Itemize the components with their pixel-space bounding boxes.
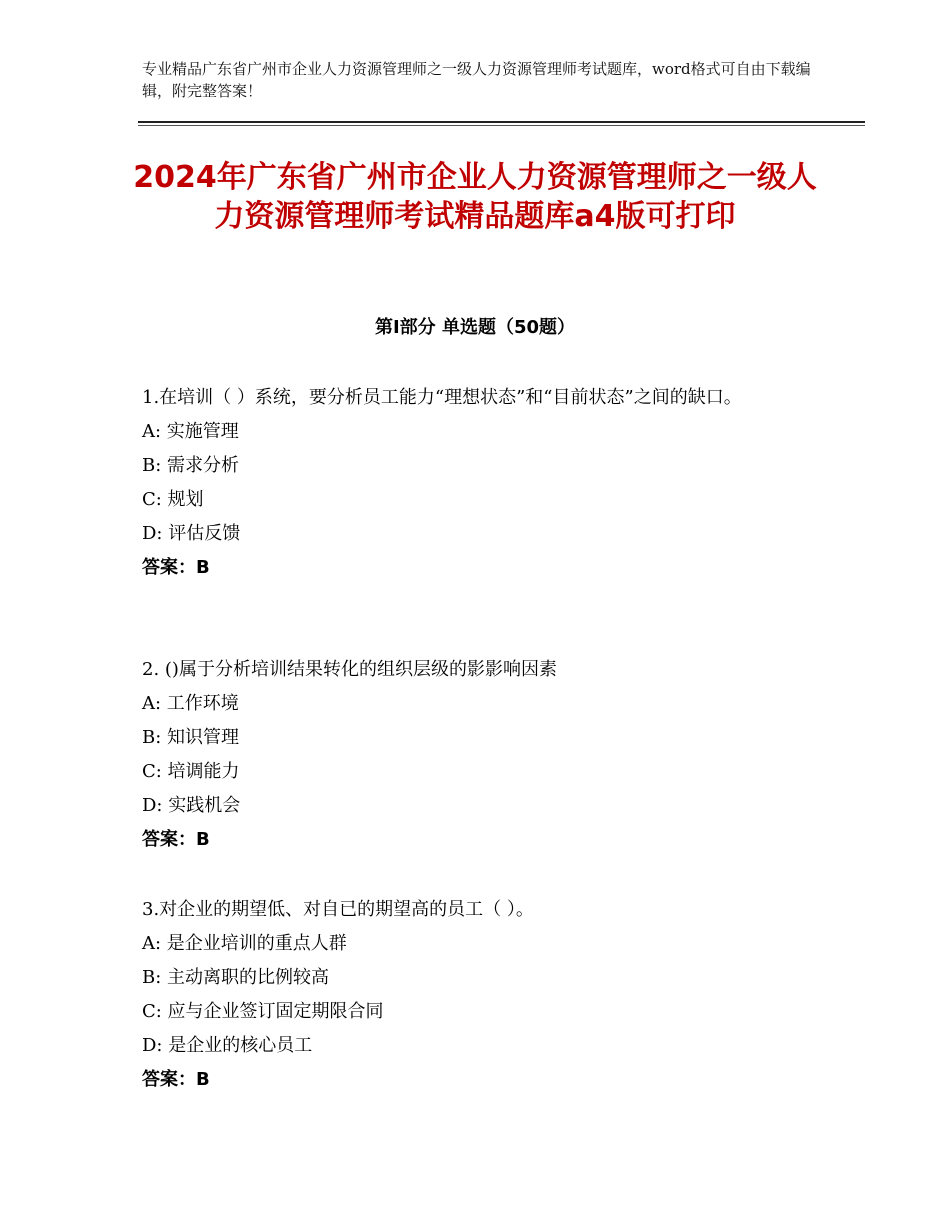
option-a: A: 工作环境 bbox=[142, 693, 239, 714]
header-rule-thin bbox=[138, 125, 865, 126]
header-rule-thick bbox=[138, 121, 865, 123]
option-b: B: 知识管理 bbox=[142, 727, 240, 748]
answer-line: 答案：B bbox=[142, 1069, 210, 1090]
header-note: 专业精品广东省广州市企业人力资源管理师之一级人力资源管理师考试题库，word格式可自由下载编辑，附完整答案！ bbox=[142, 60, 811, 100]
option-b: B: 需求分析 bbox=[142, 455, 240, 476]
question-block bbox=[142, 653, 822, 857]
section-heading: 第Ⅰ部分 单选题（50题） bbox=[374, 317, 575, 338]
option-b: B: 主动离职的比例较高 bbox=[142, 967, 330, 988]
option-d: D: 实践机会 bbox=[142, 795, 241, 816]
question-block bbox=[142, 893, 822, 1097]
option-c: C: 规划 bbox=[142, 489, 204, 510]
question-block bbox=[142, 381, 822, 585]
question-stem: 1.在培训（ ）系统，要分析员工能力“理想状态”和“目前状态”之间的缺口。 bbox=[142, 387, 742, 408]
option-a: A: 是企业培训的重点人群 bbox=[142, 933, 347, 954]
answer-line: 答案：B bbox=[142, 829, 210, 850]
option-a: A: 实施管理 bbox=[142, 421, 239, 442]
option-d: D: 评估反馈 bbox=[142, 523, 241, 544]
question-stem: 3.对企业的期望低、对自已的期望高的员工（ ）。 bbox=[142, 899, 534, 920]
option-d: D: 是企业的核心员工 bbox=[142, 1035, 313, 1056]
document-title: 2024年广东省广州市企业人力资源管理师之一级人力资源管理师考试精品题库a4版可打印 bbox=[133, 160, 817, 234]
answer-line: 答案：B bbox=[142, 557, 210, 578]
option-c: C: 培调能力 bbox=[142, 761, 240, 782]
question-stem: 2. ()属于分析培训结果转化的组织层级的影影响因素 bbox=[142, 659, 557, 680]
option-c: C: 应与企业签订固定期限合同 bbox=[142, 1001, 384, 1022]
